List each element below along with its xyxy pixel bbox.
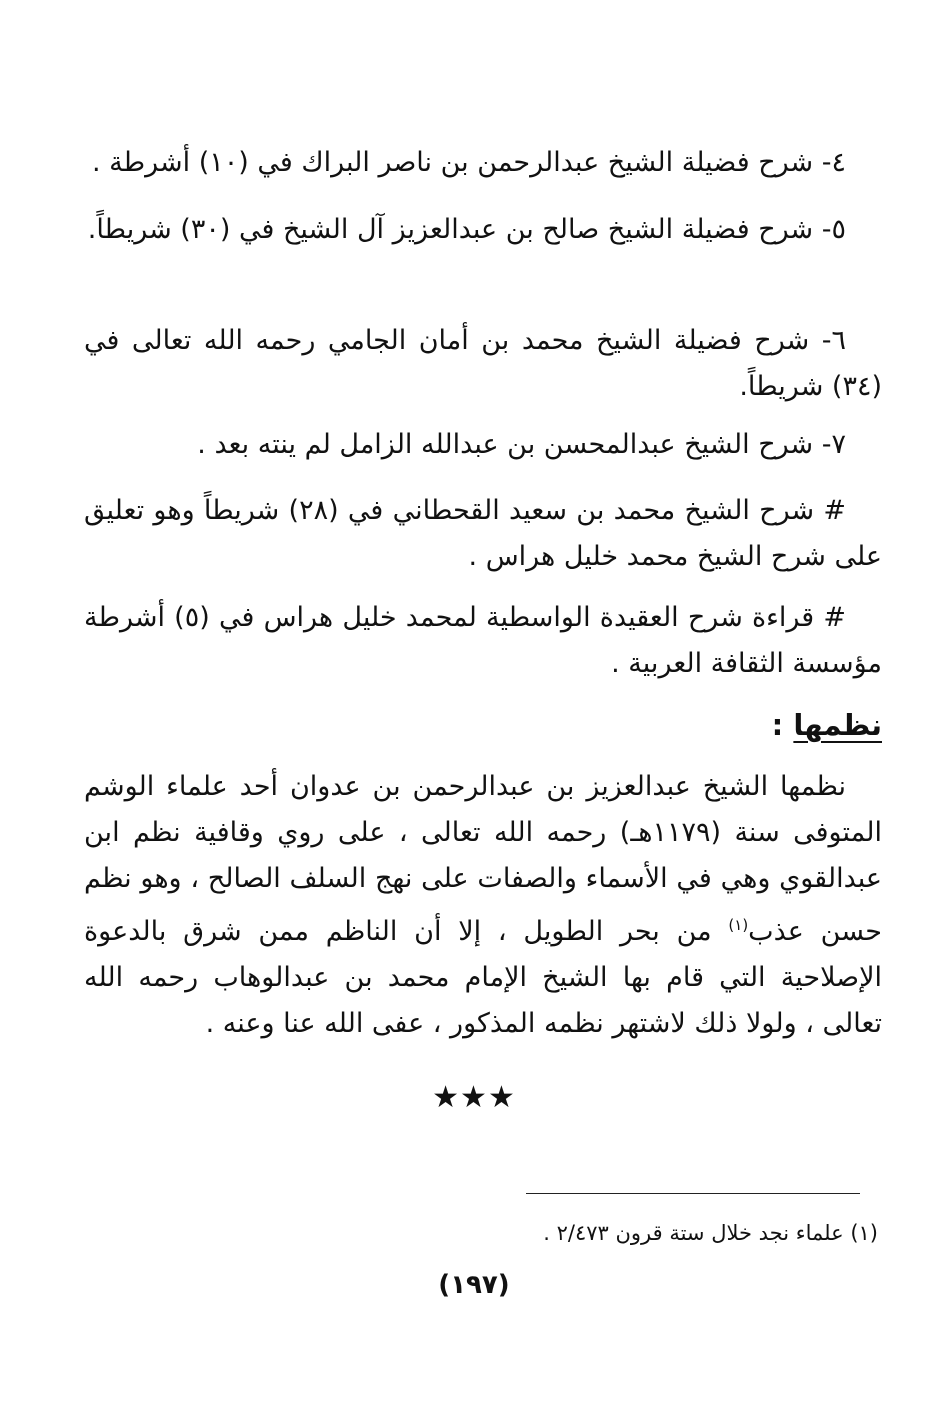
hash-item-1-text: # شرح الشيخ محمد بن سعيد القحطاني في (٢٨) شريطاً وهو تعليق على شرح الشيخ محمد خليل هراس . xyxy=(84,495,882,572)
hash-item-2-text: # قراءة شرح العقيدة الواسطية لمحمد خليل هراس في (٥) أشرطة مؤسسة الثقافة العربية . xyxy=(84,602,882,679)
section-heading xyxy=(772,705,882,745)
page-number: (١٩٧) xyxy=(438,1270,510,1300)
footnote-divider xyxy=(526,1193,860,1194)
hash-item-2 xyxy=(84,595,882,687)
section-separator: ★★★ xyxy=(432,1080,516,1115)
main-paragraph xyxy=(84,764,882,1047)
list-item-5-text: ٥- شرح فضيلة الشيخ صالح بن عبدالعزيز آل الشيخ في (٣٠) شريطاً. xyxy=(87,214,846,245)
main-paragraph-text xyxy=(84,764,882,1047)
hash-item-1 xyxy=(84,488,882,580)
section-heading-colon: : xyxy=(771,708,794,742)
paragraph-part-1: نظمها الشيخ عبدالعزيز بن عبدالرحمن بن عدوان أحد علماء الوشم المتوفى سنة (١١٧٩هـ) رحمه الله تعالى ، على روي وقافية نظم ابن عبدالقوي وهي في الأسماء والصفات على نهج السلف الصالح ، وهو نظم حسن عذب xyxy=(84,771,882,947)
footnote-reference[interactable]: (١) xyxy=(728,916,749,934)
list-item-4-text: ٤- شرح فضيلة الشيخ عبدالرحمن بن ناصر البراك في (١٠) أشرطة . xyxy=(91,147,846,178)
list-item-7 xyxy=(84,422,882,468)
list-item-5 xyxy=(84,207,882,253)
list-item-7-text: ٧- شرح الشيخ عبدالمحسن بن عبدالله الزامل لم ينته بعد . xyxy=(197,429,846,460)
footnote: (١) علماء نجد خلال ستة قرون ٢/٤٧٣ . xyxy=(543,1221,878,1245)
paragraph-part-2: من بحر الطويل ، إلا أن الناظم ممن شرق بالدعوة الإصلاحية التي قام بها الشيخ الإمام محمد بن عبدالوهاب رحمه الله تعالى ، ولولا ذلك لاشتهر نظمه المذكور ، عفى الله عنا وعنه . xyxy=(84,916,882,1039)
list-item-6 xyxy=(84,318,882,410)
section-heading-word: نظمها xyxy=(793,708,882,742)
list-item-6-text: ٦- شرح فضيلة الشيخ محمد بن أمان الجامي رحمه الله تعالى في (٣٤) شريطاً. xyxy=(84,325,882,402)
list-item-4 xyxy=(84,140,882,186)
